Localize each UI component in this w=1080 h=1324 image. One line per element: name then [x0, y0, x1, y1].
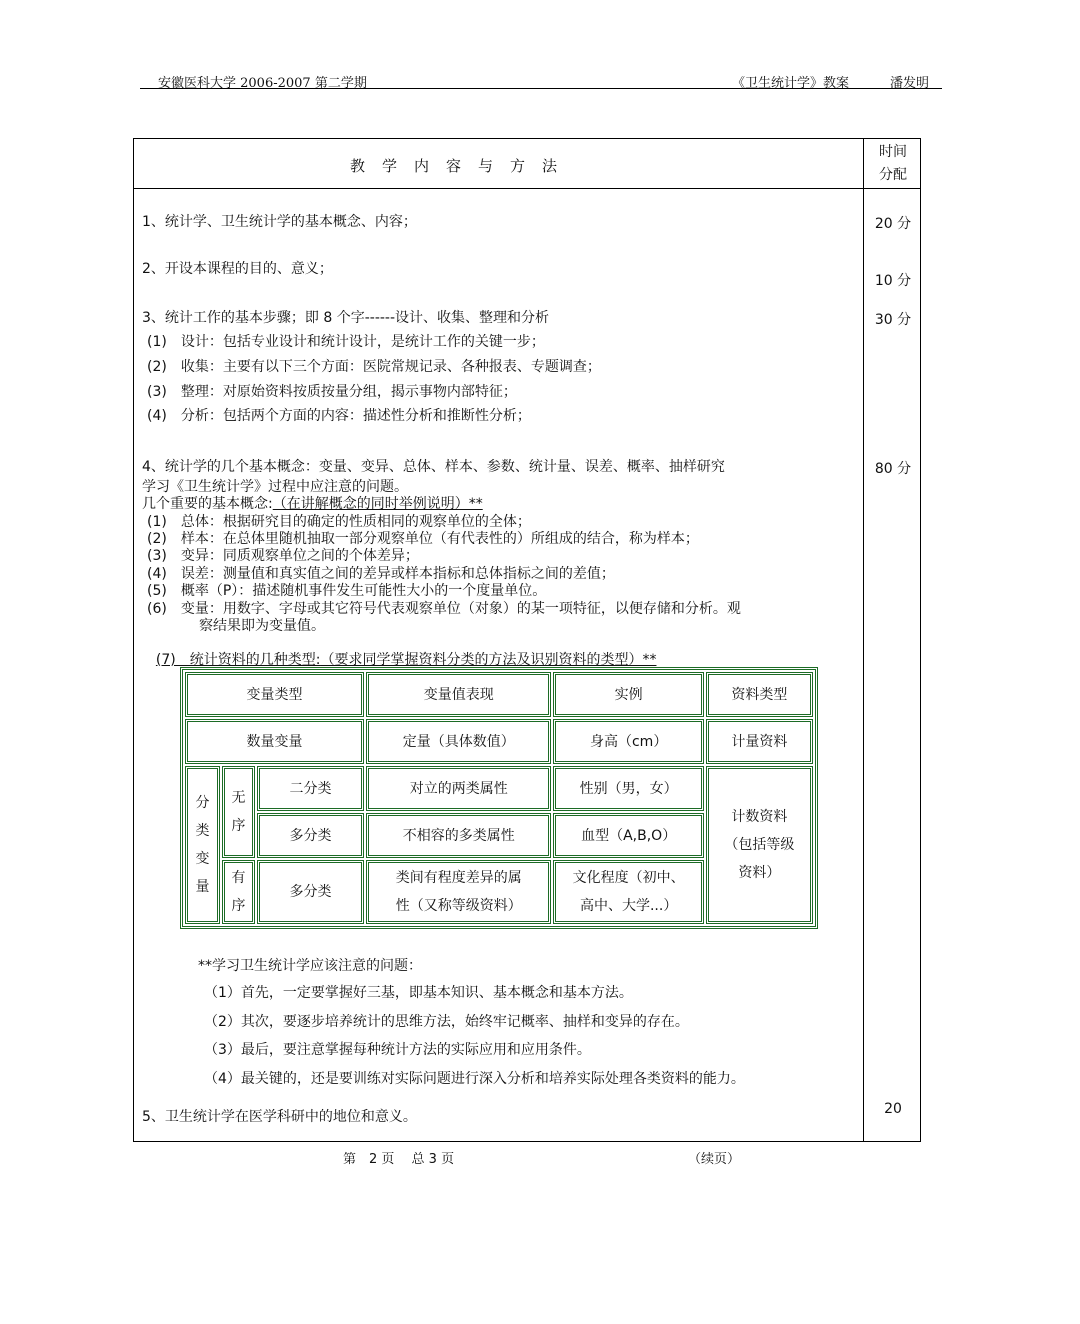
categorical-label-char: 类 [195, 823, 210, 839]
unordered-label-cell [222, 766, 255, 858]
section-4: 4、统计学的几个基本概念：变量、变异、总体、样本、参数、统计量、误差、概率、抽样研究 [142, 459, 725, 475]
categorical-label-char: 量 [195, 879, 210, 895]
section-3-item: (2) 收集：主要有以下三个方面：医院常规记录、各种报表、专题调查； [147, 359, 601, 375]
concept-item: (2) 样本：在总体里随机抽取一部分观察单位（有代表性的）所组成的结合，称为样本； [147, 531, 699, 547]
concepts-heading [142, 496, 483, 512]
table-cell [553, 860, 703, 924]
concept-item-7-note: （要求同学掌握资料分类的方法及识别资料的类型）** [320, 652, 657, 668]
count-data-cell [706, 766, 813, 924]
time-section-3: 30 分 [874, 312, 912, 328]
table-cell-line: 文化程度（初中、 [572, 870, 685, 886]
table-cell: 二分类 [257, 766, 364, 811]
table-cell: 性别（男，女） [553, 766, 703, 811]
table-cell: 多分类 [257, 860, 364, 924]
header-course: 《卫生统计学》教案 [732, 76, 850, 91]
section-3-item: (3) 整理：对原始资料按质按量分组，揭示事物内部特征； [147, 384, 517, 400]
table-cell: 数量变量 [185, 719, 364, 764]
section-4-line-2: 学习《卫生统计学》过程中应注意的问题。 [142, 479, 408, 495]
continued-label: （续页） [688, 1152, 741, 1167]
section-2: 2、开设本课程的目的、意义； [142, 261, 333, 277]
header-rule [140, 88, 942, 89]
unordered-label-char: 无 [231, 790, 246, 806]
content-column-heading: 教 学 内 容 与 方 法 [350, 157, 559, 175]
count-data-line: （包括等级 [724, 837, 795, 853]
note-item: （1）首先，一定要掌握好三基，即基本知识、基本概念和基本方法。 [204, 985, 633, 1001]
time-column-divider [863, 138, 864, 1142]
count-data-line: 资料） [738, 865, 781, 881]
ordered-label-char: 有 [231, 870, 246, 886]
time-section-5: 20 [884, 1101, 902, 1117]
table-cell-line: 性（又称等级资料） [395, 898, 522, 914]
count-data-line: 计数资料 [731, 809, 788, 825]
note-item: （2）其次，要逐步培养统计的思维方法，始终牢记概率、抽样和变异的存在。 [204, 1014, 689, 1030]
concept-item: (3) 变异：同质观察单位之间的个体差异； [147, 548, 419, 564]
concept-item-7 [147, 636, 656, 668]
header-institution: 安徽医科大学 2006-2007 第二学期 [158, 76, 367, 91]
categorical-label-char: 分 [195, 795, 210, 811]
table-cell: 对立的两类属性 [366, 766, 551, 811]
time-section-4: 80 分 [874, 461, 912, 477]
variable-type-table [180, 667, 818, 929]
table-cell: 定量（具体数值） [366, 719, 551, 764]
concepts-note: （在讲解概念的同时举例说明）** [272, 496, 483, 512]
section-3-item: (4) 分析：包括两个方面的内容：描述性分析和推断性分析； [147, 408, 531, 424]
table-header-cell: 变量值表现 [366, 672, 551, 717]
table-cell: 多分类 [257, 813, 364, 858]
note-item: （3）最后，要注意掌握每种统计方法的实际应用和应用条件。 [204, 1042, 591, 1058]
table-cell: 血型（A,B,O） [553, 813, 703, 858]
header-author: 潘发明 [890, 76, 930, 91]
section-5: 5、卫生统计学在医学科研中的地位和意义。 [142, 1109, 417, 1125]
section-3-item: (1) 设计：包括专业设计和统计设计，是统计工作的关键一步； [147, 334, 545, 350]
table-header-divider [133, 188, 921, 189]
notes-title: **学习卫生统计学应该注意的问题： [198, 958, 422, 974]
table-header-cell: 实例 [553, 672, 703, 717]
categorical-label-cell [185, 766, 220, 924]
concept-item: (6) 变量：用数字、字母或其它符号代表观察单位（对象）的某一项特征，以便存储和分析。观 [147, 601, 741, 617]
time-section-2: 10 分 [874, 273, 912, 289]
section-1: 1、统计学、卫生统计学的基本概念、内容； [142, 214, 417, 230]
page-number: 第 2 页 总 3 页 [343, 1152, 455, 1167]
ordered-label-cell [222, 860, 255, 924]
ordered-label-char: 序 [231, 898, 246, 914]
table-cell-line: 高中、大学...） [579, 898, 678, 914]
table-cell-line: 类间有程度差异的属 [395, 870, 522, 886]
concept-item: (1) 总体：根据研究目的确定的性质相同的观察单位的全体； [147, 514, 531, 530]
concept-item-7-prefix: (7) 统计资料的几种类型: [155, 652, 321, 668]
table-cell: 不相容的多类属性 [366, 813, 551, 858]
table-header-cell: 资料类型 [706, 672, 813, 717]
note-item: （4）最关键的，还是要训练对实际问题进行深入分析和培养实际处理各类资料的能力。 [204, 1071, 745, 1087]
time-column-heading-2: 分配 [879, 167, 907, 183]
time-section-1: 20 分 [874, 216, 912, 232]
time-column-heading-1: 时间 [879, 144, 907, 160]
table-header-cell: 变量类型 [185, 672, 364, 717]
table-cell: 计量资料 [706, 719, 813, 764]
concepts-prefix: 几个重要的基本概念: [142, 496, 273, 512]
concept-item: (5) 概率（P）：描述随机事件发生可能性大小的一个度量单位。 [147, 583, 547, 599]
categorical-label-char: 变 [195, 851, 210, 867]
concept-item: (4) 误差：测量值和真实值之间的差异或样本指标和总体指标之间的差值； [147, 566, 615, 582]
unordered-label-char: 序 [231, 818, 246, 834]
section-3: 3、统计工作的基本步骤；即 8 个字------设计、收集、整理和分析 [142, 310, 550, 326]
table-cell: 身高（cm） [553, 719, 703, 764]
concept-item-continuation: 察结果即为变量值。 [199, 618, 325, 634]
table-cell [366, 860, 551, 924]
